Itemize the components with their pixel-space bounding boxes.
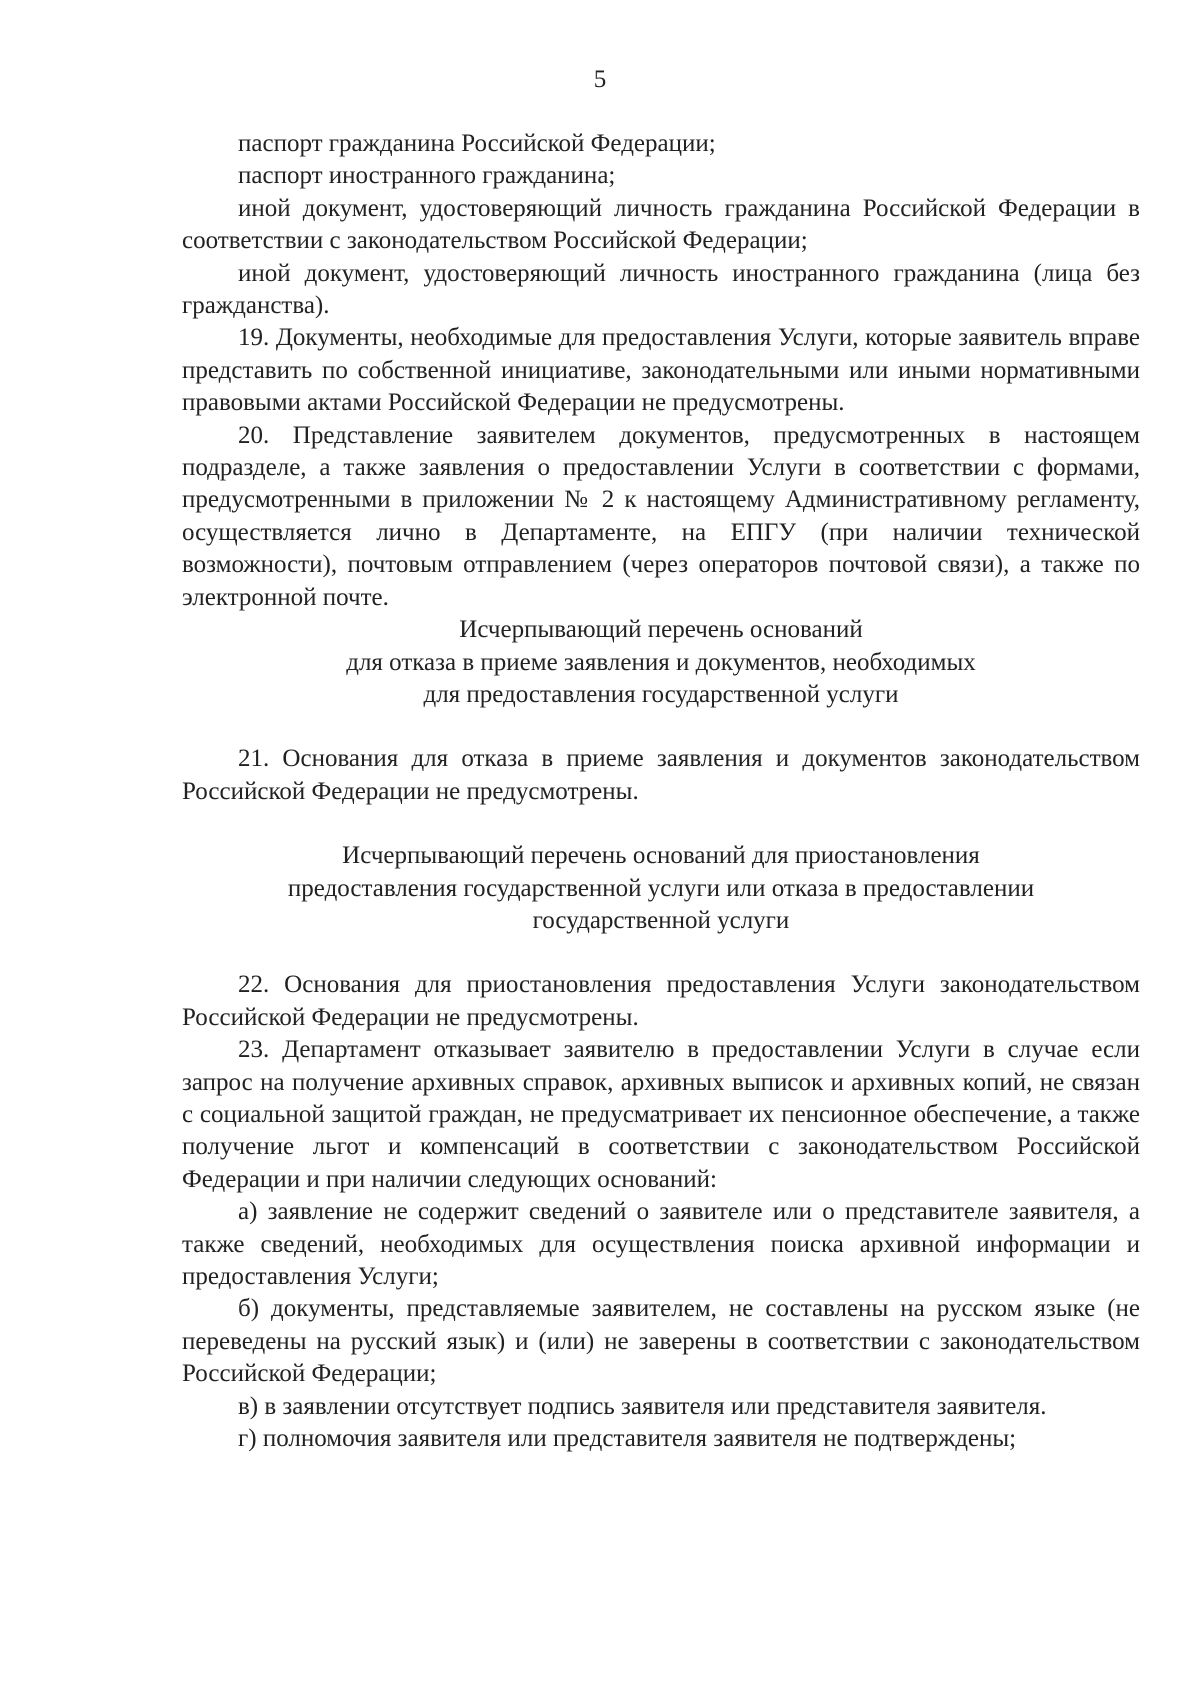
section-heading-suspension-refusal xyxy=(241,840,1081,937)
paragraph-23: 23. Департамент отказывает заявителю в предоставлении Услуги в случае если запрос на получение архивных справок, архивных выписок и архивных копий, не связан с социальной защитой граждан, не предусматривает их пенсионное обеспечение, а также получение льгот и компенсаций в соответствии с законодательством Российской Федерации и при наличии следующих оснований: xyxy=(182,1036,1140,1193)
heading-line: предоставления государственной услуги или отказа в предоставлении xyxy=(287,874,1035,902)
list-item-b: б) документы, представляемые заявителем, не составлены на русском языке (не переведены на русский язык) и (или) не заверены в соответствии с законодательством Российской Федерации; xyxy=(182,1295,1140,1388)
section-heading-refusal-acceptance xyxy=(241,614,1081,711)
heading-line: Исчерпывающий перечень оснований xyxy=(459,616,863,644)
heading-line: для отказа в приеме заявления и документов, необходимых xyxy=(346,648,976,676)
list-item-v: в) в заявлении отсутствует подпись заявителя или представителя заявителя. xyxy=(238,1392,1047,1420)
page-number: 5 xyxy=(593,66,607,93)
paragraph-19: 19. Документы, необходимые для предоставления Услуги, которые заявитель вправе представить по собственной инициативе, законодательными или иными нормативными правовыми актами Российской Федерации не предусмотрены. xyxy=(182,324,1140,417)
paragraph-21: 21. Основания для отказа в приеме заявления и документов законодательством Российской Федерации не предусмотрены. xyxy=(182,745,1140,805)
heading-line: государственной услуги xyxy=(532,906,790,934)
heading-line: для предоставления государственной услуги xyxy=(423,680,899,708)
paragraph-other-id-rf: иной документ, удостоверяющий личность гражданина Российской Федерации в соответствии с законодательством Российской Федерации; xyxy=(182,194,1140,255)
paragraph-other-id-foreign: иной документ, удостоверяющий личность иностранного гражданина (лица без гражданства). xyxy=(182,259,1140,320)
paragraph-passport-foreign: паспорт иностранного гражданина; xyxy=(238,162,616,190)
list-item-a: а) заявление не содержит сведений о заявителе или о представителе заявителя, а также сведений, необходимых для осуществления поиска архивной информации и предоставления Услуги; xyxy=(182,1198,1140,1290)
paragraph-20: 20. Представление заявителем документов, предусмотренных в настоящем подразделе, а также заявления о предоставлении Услуги в соответствии с формами, предусмотренными в приложении № 2 к настоящему Административному регламенту, осуществляется лично в Департаменте, на ЕПГУ (при наличии технической возможности), почтовым отправлением (через операторов почтовой связи), а также по электронной почте. xyxy=(182,421,1140,611)
list-item-g: г) полномочия заявителя или представителя заявителя не подтверждены; xyxy=(238,1425,1017,1453)
paragraph-passport-rf: паспорт гражданина Российской Федерации; xyxy=(238,130,716,157)
heading-line: Исчерпывающий перечень оснований для приостановления xyxy=(342,842,980,870)
paragraph-22: 22. Основания для приостановления предоставления Услуги законодательством Российской Федерации не предусмотрены. xyxy=(182,971,1140,1031)
document-body xyxy=(182,128,1140,1455)
